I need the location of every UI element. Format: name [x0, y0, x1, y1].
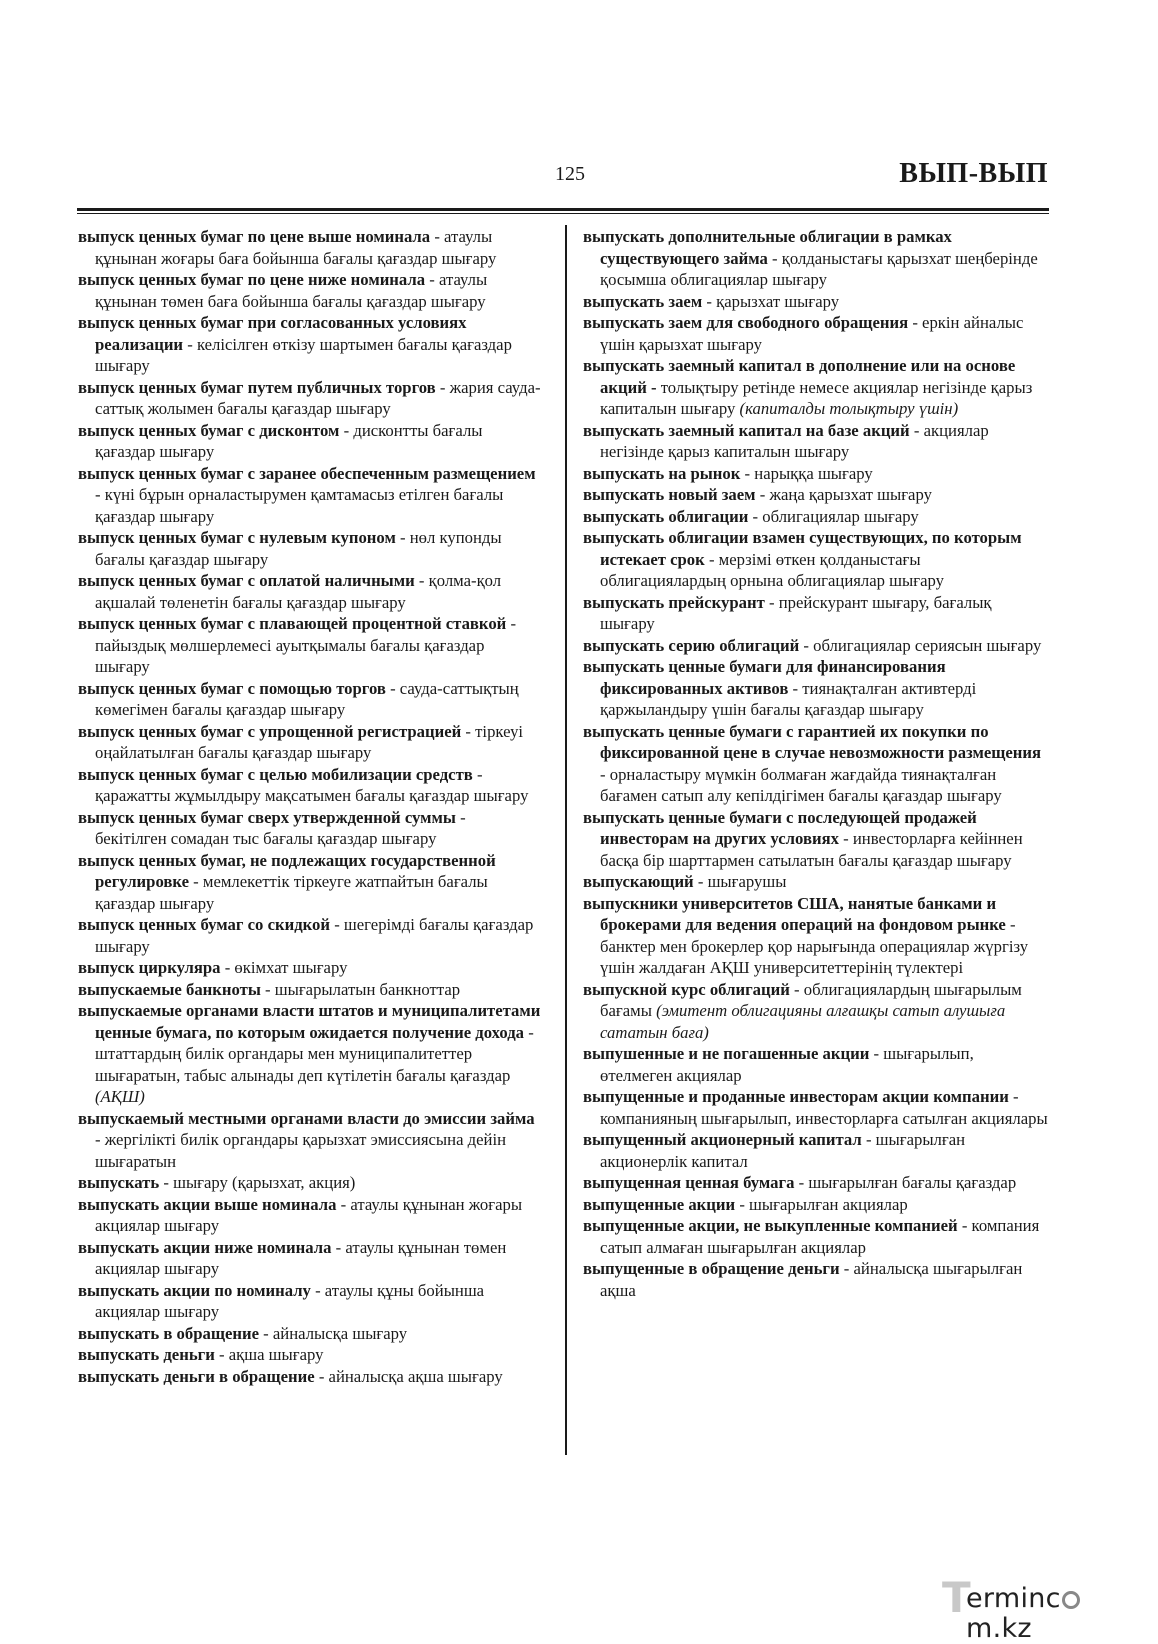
entry-definition: - өкімхат шығару	[220, 958, 348, 977]
entry-definition: - айналысқа шығару	[259, 1323, 408, 1343]
entry-term: выпущенные акции	[583, 1194, 736, 1214]
termincom-logo	[940, 1573, 1140, 1644]
dictionary-entry	[583, 1215, 1050, 1258]
dictionary-entry	[583, 635, 1050, 657]
entry-term: выпускать на рынок	[583, 463, 741, 483]
entry-definition: толықтыру ретінде немесе акциялар негізінде қарыз капиталын шығару	[600, 377, 1033, 418]
entry-term: выпущенные в обращение деньги	[583, 1259, 840, 1278]
dictionary-entry	[78, 226, 541, 269]
entry-term: выпускать облигации	[583, 506, 749, 526]
entry-definition: - банктер мен брокерлер қор нарығында операциялар жүргізу үшін жалдаған АҚШ университеттерінің түлектері	[600, 915, 1029, 977]
logo-o-circle	[1062, 1591, 1080, 1609]
entry-term: выпуск ценных бумаг путем публичных торгов	[78, 377, 436, 397]
dictionary-entry	[78, 1000, 541, 1108]
entry-definition: - қарызхат шығару	[702, 291, 840, 311]
logo-text-part: m.kz	[966, 1613, 1032, 1644]
entry-term: выпущенный акционерный капитал	[583, 1130, 862, 1149]
entry-definition: - шығарылған бағалы қағаздар	[794, 1173, 1017, 1192]
entry-term: выпускать акции по номиналу	[78, 1280, 311, 1300]
dictionary-entry	[583, 1258, 1050, 1301]
dictionary-entry	[78, 979, 541, 1001]
entry-definition: - шегерімді бағалы қағаздар шығару	[95, 915, 534, 956]
entry-definition: - атаулы құны бойынша акциялар шығару	[95, 1280, 485, 1321]
entry-term: выпускать новый заем	[583, 485, 756, 504]
entry-term: выпуск ценных бумаг сверх утвержденной суммы	[78, 807, 456, 827]
entry-term: выпускать облигации взамен существующих, по которым истекает срок	[583, 528, 1022, 569]
entry-term: выпускающий	[583, 872, 694, 891]
entry-term: выпуск ценных бумаг по цене ниже номинала	[78, 270, 426, 289]
dictionary-entry	[583, 463, 1050, 485]
entry-definition: - келісілген өткізу шартымен бағалы қағаздар шығару	[95, 334, 512, 375]
right-column	[583, 226, 1050, 1301]
entry-definition: - қолма-қол ақшалай төленетін бағалы қағаздар шығару	[95, 571, 502, 612]
dictionary-entry	[78, 1237, 541, 1280]
entry-definition: - шығарылып, өтелмеген акциялар	[600, 1044, 974, 1085]
entry-definition: - шығару (қарызхат, акция)	[159, 1173, 356, 1192]
entry-term: выпуск ценных бумаг с плавающей процентной ставкой	[78, 614, 507, 633]
entry-definition: - дисконтты бағалы қағаздар шығару	[95, 420, 483, 461]
entry-term: выпускать ценные бумаги для финансирования фиксированных активов	[583, 657, 946, 698]
dictionary-entry	[78, 764, 541, 807]
entry-definition: - акциялар негізінде қарыз капиталын шығару	[600, 420, 989, 461]
entry-definition: - облигациялардың шығарылым бағамы	[600, 979, 1022, 1020]
dictionary-entry	[78, 312, 541, 377]
dictionary-entry	[78, 721, 541, 764]
dictionary-entry	[583, 1172, 1050, 1194]
dictionary-entry	[78, 269, 541, 312]
entry-definition: - шығарылатын банкноттар	[260, 979, 461, 999]
entry-definition: - еркін айналыс үшін қарызхат шығару	[600, 313, 1024, 354]
dictionary-entry	[583, 355, 1050, 420]
page-number: 125	[555, 163, 585, 185]
dictionary-entry	[583, 871, 1050, 893]
entry-definition: - компания сатып алмаған шығарылған акциялар	[600, 1216, 1040, 1257]
entry-term: выпуск ценных бумаг с заранее обеспеченным размещением	[78, 463, 536, 483]
dictionary-entry	[78, 420, 541, 463]
dictionary-entry	[78, 463, 541, 528]
entry-term: выпускать деньги в обращение	[78, 1366, 315, 1386]
entry-definition: - атаулы құнынан төмен акциялар шығару	[95, 1237, 507, 1278]
entry-definition: - орналастыру мүмкін болмаған жағдайда тиянақталған бағамен сатып алу кепілдігімен бағалы қағаздар шығару	[600, 764, 1002, 805]
entry-term: выпускаемые банкноты	[78, 979, 261, 999]
dictionary-entry	[583, 656, 1050, 721]
entry-term: выпуск ценных бумаг с дисконтом	[78, 420, 340, 440]
entry-term: выпуск ценных бумаг по цене выше номинала	[78, 227, 431, 246]
dictionary-entry	[78, 1108, 541, 1173]
dictionary-entry	[78, 1280, 541, 1323]
entry-definition: - жаңа қарызхат шығару	[755, 485, 932, 504]
entry-term: выпущенные и проданные инвесторам акции компании	[583, 1087, 1009, 1106]
entry-term: выпуск ценных бумаг с упрощенной регистрацией	[78, 721, 462, 741]
entry-term: выпускать деньги	[78, 1345, 215, 1364]
dictionary-entry	[78, 1194, 541, 1237]
entry-definition: - нөл купонды бағалы қағаздар шығару	[95, 528, 502, 569]
column-divider	[565, 225, 567, 1455]
dictionary-entry	[78, 1323, 541, 1345]
entry-term: выпущенные акции, не выкупленные компанией	[583, 1216, 958, 1235]
entry-definition: - айналысқа ақша шығару	[314, 1366, 503, 1386]
dictionary-entry	[78, 957, 541, 979]
entry-note: (эмитент облигацияны алғашқы сатып алушыға сататын баға)	[600, 1001, 1006, 1042]
entry-definition: - жария сауда-саттық жолымен бағалы қағаздар шығару	[95, 377, 541, 418]
entry-term: выпуск ценных бумаг, не подлежащих государственной регулировке	[78, 850, 496, 891]
entry-term: выпускать акции ниже номинала	[78, 1237, 332, 1257]
entry-definition: - шығарушы	[693, 872, 787, 891]
header-rule-thin	[77, 213, 1049, 214]
entry-term: выпуск циркуляра	[78, 958, 221, 977]
dictionary-entry	[583, 1043, 1050, 1086]
dictionary-entry	[78, 678, 541, 721]
entry-definition: - шығарылған акциялар	[735, 1194, 908, 1214]
dictionary-entry	[583, 291, 1050, 313]
entry-term: выпускники университетов США, нанятые банками и брокерами для ведения операций на фондовом рынке	[583, 893, 1006, 934]
dictionary-entry	[78, 1366, 541, 1388]
logo-text-part: c	[1045, 1583, 1061, 1614]
entry-definition: - пайыздық мөлшерлемесі ауытқымалы бағалы қағаздар шығару	[95, 614, 517, 676]
dictionary-entry	[583, 1129, 1050, 1172]
entry-term: выпускать заем для свободного обращения	[583, 313, 909, 332]
entry-term: выпускать акции выше номинала	[78, 1194, 337, 1214]
logo-text	[966, 1584, 1140, 1644]
dictionary-entry	[78, 570, 541, 613]
entry-definition: - ақша шығару	[214, 1345, 324, 1364]
dictionary-entry	[583, 1086, 1050, 1129]
dictionary-entry	[78, 613, 541, 678]
dictionary-entry	[78, 377, 541, 420]
entry-term: выпускной курс облигаций	[583, 979, 790, 999]
dictionary-entry	[583, 1194, 1050, 1216]
entry-definition: - тиянақталған активтерді қаржыландыру үшін бағалы қағаздар шығару	[600, 678, 977, 719]
left-column	[78, 226, 541, 1387]
entry-term: выпуск ценных бумаг с оплатой наличными	[78, 571, 415, 590]
entry-definition: - атаулы құнынан жоғары акциялар шығару	[95, 1194, 523, 1235]
entry-term: выпускать прейскурант	[583, 592, 765, 612]
entry-definition: - жергілікті билік органдары қарызхат эмиссиясына дейін шығаратын	[95, 1130, 507, 1171]
dictionary-entry	[583, 807, 1050, 872]
entry-definition: - компанияның шығарылып, инвесторларға сатылған акциялары	[600, 1087, 1048, 1128]
entry-term: выпускать	[78, 1173, 160, 1192]
entry-term: выпуск ценных бумаг при согласованных условиях реализации	[78, 313, 467, 354]
entry-term: выпускать ценные бумаги с гарантией их покупки по фиксированной цене в случае невозможности размещения	[583, 721, 1042, 762]
entry-note: (АҚШ)	[95, 1087, 145, 1106]
entry-definition: - сауда-саттықтың көмегімен бағалы қағаздар шығару	[95, 678, 519, 719]
dictionary-entry	[583, 312, 1050, 355]
dictionary-entry	[583, 721, 1050, 807]
dictionary-entry	[583, 893, 1050, 979]
dictionary-entry	[78, 527, 541, 570]
entry-definition: - күні бұрын орналастырумен қамтамасыз етілген бағалы қағаздар шығару	[95, 485, 504, 526]
entry-term: выпуск ценных бумаг со скидкой	[78, 915, 331, 934]
entry-definition: - шығарылған акционерлік капитал	[600, 1130, 966, 1171]
entry-definition: - атаулы құнынан төмен баға бойынша бағалы қағаздар шығару	[95, 270, 488, 311]
entry-definition: - айналысқа шығарылған ақша	[600, 1259, 1023, 1300]
entry-definition: - қаражатты жұмылдыру мақсатымен бағалы қағаздар шығару	[95, 764, 529, 805]
logo-text-part: ermin	[966, 1583, 1046, 1614]
logo-t-glyph: T	[942, 1573, 971, 1622]
entry-term: выпушенные и не погашенные акции	[583, 1044, 870, 1063]
dictionary-entry	[583, 592, 1050, 635]
entry-term: выпускать заемный капитал на базе акций	[583, 420, 910, 440]
entry-term: выпускать серию облигаций	[583, 635, 800, 655]
entry-definition: - облигациялар шығару	[748, 506, 919, 526]
dictionary-entry	[78, 1344, 541, 1366]
dictionary-entry	[583, 226, 1050, 291]
entry-definition: - прейскурант шығару, бағалық шығару	[600, 592, 992, 633]
entry-note: (капиталды толықтыру үшін)	[739, 399, 959, 418]
entry-term: выпускать ценные бумаги с последующей продажей инвесторам на других условиях	[583, 807, 977, 848]
entry-definition: - мемлекеттік тіркеуге жатпайтын бағалы қағаздар шығару	[95, 872, 488, 913]
entry-term: выпускать заем	[583, 291, 703, 311]
entry-definition: - нарыққа шығару	[740, 463, 873, 483]
dictionary-entry	[78, 914, 541, 957]
entry-definition: - тіркеуі оңайлатылған бағалы қағаздар шығару	[95, 721, 524, 762]
dictionary-entry	[78, 850, 541, 915]
entry-term: выпуск ценных бумаг с помощью торгов	[78, 678, 386, 698]
entry-definition: - инвесторларға кейіннен басқа бір шарттармен сатылатын бағалы қағаздар шығару	[600, 829, 1023, 870]
entry-term: выпуск ценных бумаг с целью мобилизации средств	[78, 764, 473, 784]
dictionary-entry	[78, 1172, 541, 1194]
dictionary-entry	[583, 527, 1050, 592]
entry-term: выпускать дополнительные облигации в рамках существующего займа	[583, 227, 952, 268]
entry-term: выпуск ценных бумаг с нулевым купоном	[78, 528, 396, 547]
entry-definition: - атаулы құнынан жоғары баға бойынша бағалы қағаздар шығару	[95, 227, 497, 268]
dictionary-entry	[78, 807, 541, 850]
running-head: ВЫП-ВЫП	[899, 158, 1048, 189]
entry-definition: - штаттардың билік органдары мен муниципалитеттер шығаратын, табыс алынады деп күтілетін бағалы қағаздар	[95, 1022, 534, 1085]
entry-term: выпускаемый местными органами власти до эмиссии займа	[78, 1108, 535, 1128]
dictionary-entry	[583, 979, 1050, 1044]
entry-definition: - мерзімі өткен қолданыстағы облигациялардың орнына облигациялар шығару	[600, 549, 944, 590]
entry-term: выпускать в обращение	[78, 1323, 259, 1343]
entry-definition: - бекітілген сомадан тыс бағалы қағаздар шығару	[95, 807, 466, 848]
entry-definition: - облигациялар сериясын шығару	[799, 635, 1042, 655]
dictionary-entry	[583, 420, 1050, 463]
dictionary-entry	[583, 484, 1050, 506]
entry-term: выпускаемые органами власти штатов и муниципалитетами ценные бумага, по которым ожидается получение дохода	[78, 1001, 541, 1042]
entry-definition: - қолданыстағы қарызхат шеңберінде қосымша облигациялар шығару	[600, 248, 1038, 289]
entry-term: выпущенная ценная бумага	[583, 1173, 795, 1192]
header-rule	[77, 208, 1049, 211]
entry-term: выпускать заемный капитал в дополнение или на основе акций -	[583, 356, 1016, 397]
dictionary-entry	[583, 506, 1050, 528]
